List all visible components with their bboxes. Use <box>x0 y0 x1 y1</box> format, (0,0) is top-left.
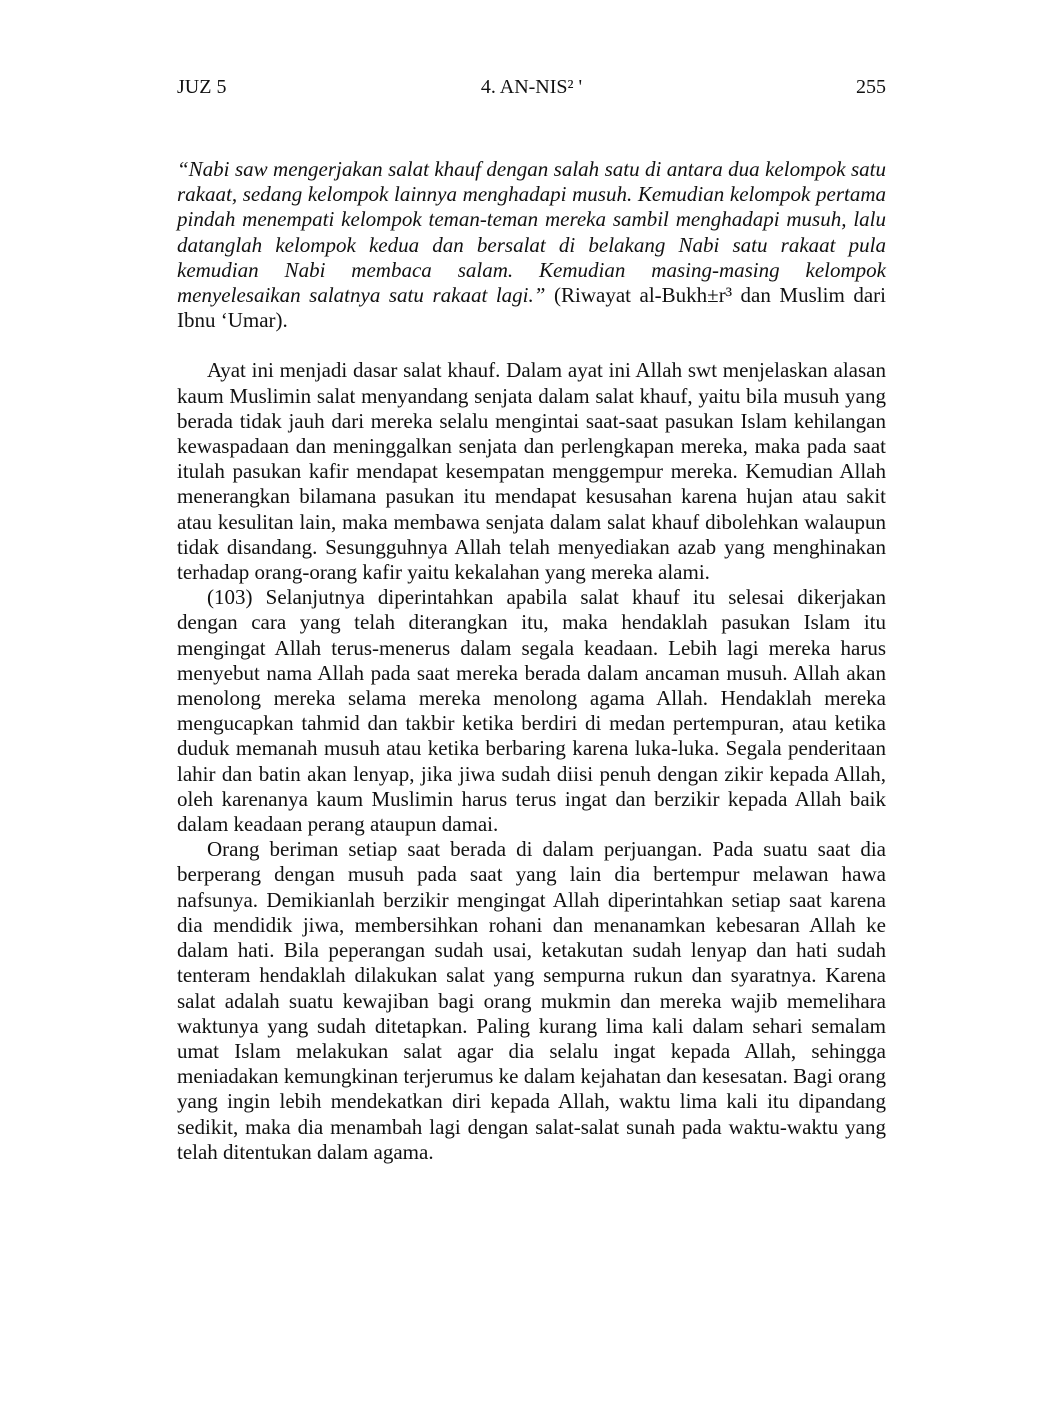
paragraph: Orang beriman setiap saat berada di dalam perjuangan. Pada suatu saat dia berperang dengan musuh pada saat yang lain dia bertempur melawan hawa nafsunya. Demikianlah berzikir mengingat Allah diperintahkan setiap saat karena dia mendidik jiwa, membersihkan rohani dan menanamkan kebesaran Allah ke dalam hati. Bila peperangan sudah usai, ketakutan sudah lenyap dan hati sudah tenteram hendaklah dilakukan salat yang sempurna rukun dan syaratnya. Karena salat adalah suatu kewajiban bagi orang mukmin dan mereka wajib memelihara waktunya yang sudah ditetapkan. Paling kurang lima kali dalam sehari semalam umat Islam melakukan salat agar dia selalu ingat kepada Allah, sehingga meniadakan kemungkinan terjerumus ke dalam kejahatan dan kesesatan. Bagi orang yang ingin lebih mendekatkan diri kepada Allah, waktu lima kali itu dipandang sedikit, maka dia menambah lagi dengan salat-salat sunah pada waktu-waktu yang telah ditentukan dalam agama. <box>177 837 886 1164</box>
paragraph: (103) Selanjutnya diperintahkan apabila salat khauf itu selesai dikerjakan dengan cara yang telah diterangkan itu, maka hendaklah pasukan Islam itu mengingat Allah terus-menerus dalam segala keadaan. Lebih lagi mereka harus menyebut nama Allah pada saat mereka berada dalam ancaman musuh. Allah akan menolong mereka selama mereka menolong agama Allah. Hendaklah mereka mengucapkan tahmid dan takbir ketika berdiri di medan pertempuran, atau ketika duduk memanah musuh atau ketika berbaring karena luka-luka. Segala penderitaan lahir dan batin akan lenyap, jika jiwa sudah diisi penuh dengan zikir kepada Allah, oleh karenanya kaum Muslimin harus terus ingat dan berzikir kepada Allah baik dalam keadaan perang ataupun damai. <box>177 585 886 837</box>
paragraph: Ayat ini menjadi dasar salat khauf. Dalam ayat ini Allah swt menjelaskan alasan kaum Muslimin salat menyandang senjata dalam salat khauf, yaitu bila musuh yang berada tidak jauh dari mereka selalu mengintai saat-saat pasukan Islam kehilangan kewaspadaan dan meninggalkan senjata dan perlengkapan mereka, maka pada saat itulah pasukan kafir mendapat kesempatan menggempur mereka. Kemudian Allah menerangkan bilamana pasukan itu mendapat kesusahan karena hujan atau sakit atau kesulitan lain, maka membawa senjata dalam salat khauf dibolehkan walaupun tidak disandang. Sesungguhnya Allah telah menyediakan azab yang menghinakan terhadap orang-orang kafir yaitu kekalahan yang mereka alami. <box>177 358 886 585</box>
page-header <box>177 74 886 100</box>
hadith-citation: (Riwayat al-Bukh±r³ dan Muslim dari Ibnu ‘Umar). <box>177 283 886 333</box>
hadith-quote-text: “Nabi saw mengerjakan salat khauf dengan salah satu di antara dua kelompok satu rakaat, sedang kelompok lainnya menghadapi musuh. Kemudian kelompok pertama pindah menempati kelompok teman-teman mereka sambil menghadapi musuh, lalu datanglah kelompok kedua dan bersalat di belakang Nabi satu rakaat pula kemudian Nabi membaca salam. Kemudian masing-masing kelompok menyelesaikan salatnya satu rakaat lagi.” <box>177 157 886 308</box>
hadith-quote <box>177 157 886 333</box>
page-number: 255 <box>856 76 886 98</box>
page-body <box>177 157 886 1165</box>
juz-label: JUZ 5 <box>177 76 227 98</box>
chapter-title: 4. AN-NIS² ' <box>480 76 583 98</box>
